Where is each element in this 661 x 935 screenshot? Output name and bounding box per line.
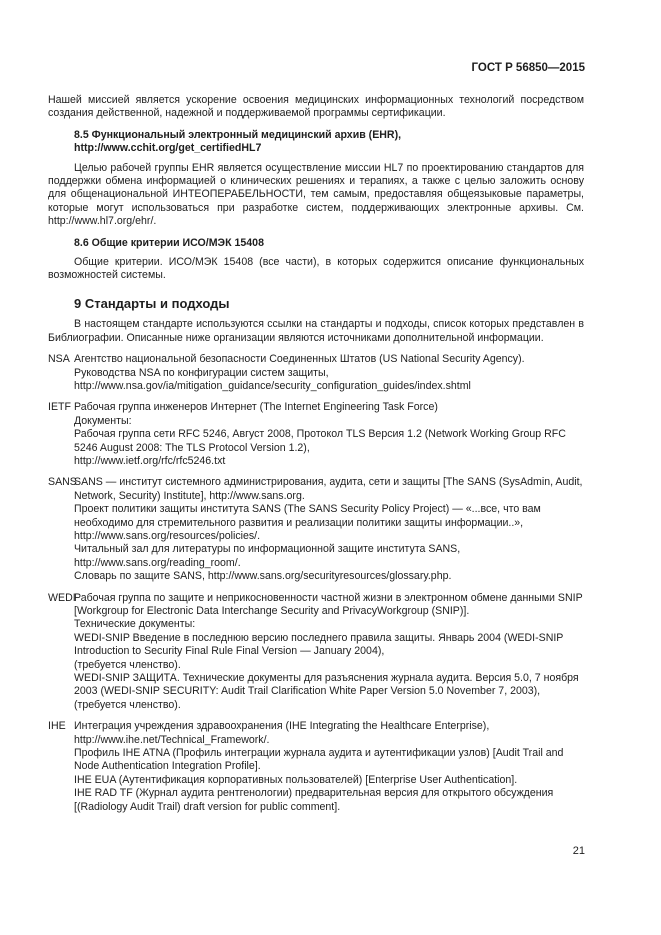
organization-line: Рабочая группа по защите и неприкосновенности частной жизни в электронном обмене данными SNIP [Workgroup for Electronic Data Interchange Security and PrivacyWorkgroup (SNIP)]. xyxy=(74,591,583,617)
organization-line: Словарь по защите SANS, http://www.sans.org/securityresources/glossary.php. xyxy=(74,570,452,583)
organization-line: WEDI-SNIP Введение в последнюю версию последнего правила защиты. Январь 2004 (WEDI-SNIP Introduction to Security Final Rule Final Version — January 2004), xyxy=(74,631,564,658)
organization-line: WEDI-SNIP ЗАЩИТА. Технические документы для разъяснения журнала аудита. Версия 5.0, 7 ноября 2003 (WEDI-SNIP SECURITY: Audit Trail Clarification White Paper Version 5.0 November 7, 2003), (требуется членство). xyxy=(74,672,579,711)
organization-line: Рабочая группа инженеров Интернет (The Internet Engineering Task Force) xyxy=(74,401,438,414)
organization-key: WEDI xyxy=(48,591,76,604)
organization-key: IHE xyxy=(48,720,66,733)
organization-description xyxy=(74,476,584,583)
organization-line: http://www.ietf.org/rfc/rfc5246.txt xyxy=(74,454,226,467)
organization-line: Технические документы: xyxy=(74,618,196,631)
organization-description xyxy=(74,592,584,713)
organization-entry xyxy=(48,720,584,814)
organization-line: Интеграция учреждения здравоохранения (IHE Integrating the Healthcare Enterprise), http://www.ihe.net/Technical_Framework/. xyxy=(74,720,490,746)
organization-key: SANS xyxy=(48,476,77,489)
organization-line: Документы: xyxy=(74,414,132,427)
organization-line: SANS — институт системного администрирования, аудита, сети и защиты [The SANS (SysAdmin, Audit, Network, Security) Institute], http://www.sans.org. xyxy=(74,476,583,502)
organization-description xyxy=(74,353,584,393)
organization-entry xyxy=(48,401,584,468)
page-number: 21 xyxy=(572,845,585,857)
intro-paragraph: Нашей миссией является ускорение освоения медицинских информационных технологий посредством создания действенной, надежной и поддерживаемой программы сертификации. xyxy=(48,94,584,120)
section-9-heading: 9 Стандарты и подходы xyxy=(74,295,230,311)
organization-line: (требуется членство). xyxy=(74,658,181,671)
organization-key: IETF xyxy=(48,401,71,414)
organization-key: NSA xyxy=(48,353,70,366)
organization-line: Агентство национальной безопасности Соединенных Штатов (US National Security Agency). xyxy=(74,353,525,366)
organization-line: Руководства NSA по конфигурации систем защиты, xyxy=(74,366,329,379)
organization-description xyxy=(74,401,584,468)
section-9-intro: В настоящем стандарте используются ссылки на стандарты и подходы, список которых представлен в Библиографии. Описанные ниже организации являются источниками дополнительной информации. xyxy=(48,318,584,344)
section-8-6-heading: 8.6 Общие критерии ИСО/МЭК 15408 xyxy=(74,236,264,249)
organization-line: Проект политики защиты института SANS (The SANS Security Policy Project) — «...все, что вам необходимо для стремительного развития и реализации политики защиты информации..», http://www.sans.org/resources/policies/. xyxy=(74,503,541,542)
section-8-5-text: Целью рабочей группы EHR является осуществление миссии HL7 по проектированию стандартов для поддержки обмена информацией о клинических решениях и терапиях, а также с целью заложить основу для общенациональной ИНТЕОПЕРАБЕЛЬНОСТИ, тем самым, предоставляя общеязыковые параметры, которые могут использоваться при разработке систем, поддерживающих электронные архивы. См. http://www.hl7.org/ehr/. xyxy=(48,161,584,228)
organization-line: Профиль IHE ATNA (Профиль интеграции журнала аудита и аутентификации узлов) [Audit Trail and Node Authentication Integration Profile]. xyxy=(74,747,564,773)
document-standard-code: ГОСТ Р 56850—2015 xyxy=(471,62,585,74)
organization-description xyxy=(74,720,584,814)
page-content xyxy=(48,94,584,814)
organization-line: IHE EUA (Аутентификация корпоративных пользователей) [Enterprise User Authentication]. xyxy=(74,773,518,786)
organization-list xyxy=(48,353,584,814)
section-8-5-heading: 8.5 Функциональный электронный медицинский архив (EHR), http://www.cchit.org/get_certifiedHL7 xyxy=(74,128,402,155)
organization-line: IHE RAD TF (Журнал аудита рентгенологии) предварительная версия для открытого обсуждения [(Radiology Audit Trail) draft version for public comment]. xyxy=(74,787,554,813)
organization-entry xyxy=(48,592,584,713)
organization-line: Читальный зал для литературы по информационной защите института SANS, http://www.sans.org/reading_room/. xyxy=(74,543,461,569)
organization-entry xyxy=(48,476,584,583)
organization-line: Рабочая группа сети RFC 5246, Август 2008, Протокол TLS Версия 1.2 (Network Working Group RFC 5246 August 2008: The TLS Protocol Version 1.2), xyxy=(74,428,566,454)
section-8-6-text: Общие критерии. ИСО/МЭК 15408 (все части), в которых содержится описание функциональных возможностей системы. xyxy=(48,256,584,282)
organization-entry xyxy=(48,353,584,393)
organization-line: http://www.nsa.gov/ia/mitigation_guidance/security_configuration_guides/index.shtml xyxy=(74,379,471,392)
